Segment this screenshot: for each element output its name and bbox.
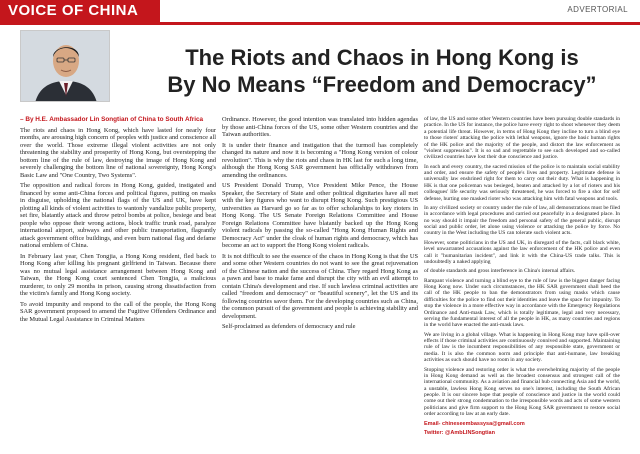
byline: – By H.E. Ambassador Lin Songtian of China to South Africa <box>20 116 204 123</box>
paragraph: To avoid impunity and respond to the call of the people, the Hong Kong SAR government proposed to amend the Fugitive Offenders Ordinance and the Mutual Legal Assistance in Criminal Matters <box>20 300 216 323</box>
paragraph: We are living in a global village. What is happening in Hong Kong may have spill-over effects if those criminal activities are continuously connived and supported. Maintaining rule of law is the incumbent responsibilities of any responsible state, government or media. It is also the common norm and principle that anti-humane, law breaking activities as such should have no room in any society. <box>424 331 620 364</box>
paragraph: US President Donald Trump, Vice President Mike Pence, the House Speaker, the Secretary of State and other political dignitaries have all met with the key figures who want to disrupt Hong Kong. Such prestigious US universities as Harvard go so far as to offer scholarships to key rioters in Hong Kong. The US Senate Foreign Relations Committee and House Foreign Relations Committee have blatantly backed up the Hong Kong violent radicals by passing the so-called "Hong Kong Human Rights and Democracy Act" under the cloak of human rights and democracy, which has become an act to support the Hong Kong violent radicals. <box>222 182 418 249</box>
headline-line-1: The Riots and Chaos in Hong Kong is <box>185 45 579 70</box>
brand-block <box>0 0 160 22</box>
paragraph: In any civilized society or country under the rule of law, all demonstrations must be filed in accordance with legal procedures and carried out peacefully in a designated place. In no way should it impair the freedom and personal safety of the general public, disrupt social and public order, let alone using violence or attacking the police by force. No country in the West including the US can tolerate such violent acts. <box>424 204 620 237</box>
article-headline <box>132 44 632 98</box>
paragraph: Ordinance. However, the good intention was translated into hidden agendas by those anti-China forces of the US, some other Western countries and the Taiwan authorities. <box>222 116 418 138</box>
paragraph: Stopping violence and restoring order is what the overwhelming majority of the people in Hong Kong demand as well as the broadest consensus and strongest call of the international community. As a aviation and financial hub connecting Asia and the world, a unstable, lawless Hong Kong serves no one's interest, including the South African people. It is our sincere hope that people of conscience and justice in the world could come out their strong condemnation to the irresponsible words and acts of some western politicians and give firm support to the Hong Kong SAR government to restore social order according to law at an early date. <box>424 366 620 418</box>
paragraph: Self-proclaimed as defenders of democracy and rule <box>222 323 356 330</box>
author-portrait <box>20 30 110 102</box>
paragraph: of double standards and gross interference in China's internal affairs. <box>424 268 576 275</box>
advertorial-label: ADVERTORIAL <box>567 5 628 14</box>
top-banner <box>0 0 640 22</box>
paragraph: It is under their finance and instigation that the turmoil has completely changed its nature and now it is becoming a "Hong Kong version of colour revolution". This is why the riots and chaos in HK last for such a long time, although the Hong Kong SAR government has officially withdrawn from amending the ordinances. <box>222 141 418 179</box>
contact-twitter[interactable]: Twitter: @AmbLINSongtian <box>424 429 495 436</box>
paragraph: of law, the US and some other Western countries have been pursuing double standards in practice. In the US for instance, the police have every right to shoot whenever they deem a potential life threat. However, in terms of Hong Kong they incline to turn a blind eye to those rioters' attacking the police with lethal weapons, ignore the basic human rights of the HK police and the majority of the people, and distort the law enforcement as "violent suppression". It is so sad and regrettable to see such developed and so-called civilized countries have lost their due conscience and justice. <box>424 116 620 161</box>
contact-email[interactable]: Email- chineseembassysa@gmail.com <box>424 420 525 427</box>
paragraph: Rampant violence and turning a blind eye to the rule of law is the biggest danger facing Hong Kong now. Under such circumstances, the HK SAR government shall heed the call of the HK people to ban the demonstrators from using masks which cause difficulties for the police to find out their identities and leave the space for impunity. To stop the violence in a more effective way in accordance with the Emergency Regulations Ordinance and Anti-mask Law, which is totally legitimate, legal and very necessary, serving the fundamental interest of all the people in HK, as many countries and regions in the world have enacted the anti-mask laws. <box>424 277 620 329</box>
paragraph: The riots and chaos in Hong Kong, which have lasted for nearly four months, are arousing high concern of peoples with justice and conscience all over the world. Those extreme illegal violent activities are not only threatening the stability and prosperity of Hong Kong, but overstepping the bottom line of the rule of law, destroying the image of Hong Kong and severely challenging the bottom line of national sovereignty, Hong Kong's Basic Law and "One Country, Two Systems". <box>20 126 216 179</box>
paragraph: In each and every country, the sacred mission of the police is to maintain social stability and order, and ensure the safety of people's lives and property. Legitimate defense is universally law enshrined right for them to carry out their duty. What is happening in HK is that one policeman was besieged, beaten and attacked by a lot of rioters and his colleagues' life security was seriously threatened, he was forced to fire a shot for self defense, hurting one masked rioter who was attacking him with fatal weapons and tools. <box>424 163 620 202</box>
portrait-icon <box>21 31 110 102</box>
paragraph: The opposition and radical forces in Hong Kong, guided, instigated and financed by some anti-China forces and political figures, putting on masks in disguise, upholding the national flags of the US and UK, have kept plotting all kinds of violent activities to wantonly vandalize public property, set fire, blatantly attack and throw petrol bombs at police, besiege and beat people who oppose their wrong actions, block traffic trunk road, paralyze international airport, subways and other public transportation, flagrantly attack government office buildings, and even burn national flag and defame national emblem of China. <box>20 182 216 249</box>
article-column-2 <box>222 116 418 334</box>
headline-line-2: By No Means “Freedom and Democracy” <box>167 72 597 97</box>
paragraph: It is not difficult to see the essence of the chaos in Hong Kong is that the US and some other Western countries do not want to see the great rejuvenation of the Chinese nation and the success of China. They regard Hong Kong as a pawn and base to make fame and disrupt the city with an evil attempt to contain China's development and rise. If such lawless criminal activities are called "freedom and democracy" or "beautiful scenery", let the US and its following countries savor them. For the developing countries such as China, the common pursuit of the government and people is achieving stability and development. <box>222 252 418 320</box>
paragraph: However, some politicians in the US and UK, in disregard of the facts, call black white, level unwarranted accusations against the law enforcement of the HK police and even call it "humanitarian incident", and link it with the China-US trade talks. This is undoubtedly a naked applying <box>424 239 620 265</box>
paragraph: In February last year, Chen Tongjia, a Hong Kong resident, fled back to Hong Kong after killing his pregnant girlfriend in Taiwan. Because there was no mutual legal assistance arrangement between Hong Kong and Taiwan, the Hong Kong court sentenced Chen Tongjia, a malicious murderer, to only 29 months in prison, causing strong dissatisfaction from the victim's family and Hong Kong society. <box>20 252 216 297</box>
article-column-3 <box>424 116 620 439</box>
article-column-1 <box>20 116 216 326</box>
red-divider <box>0 22 640 25</box>
brand-title: VOICE OF CHINA <box>8 2 139 19</box>
